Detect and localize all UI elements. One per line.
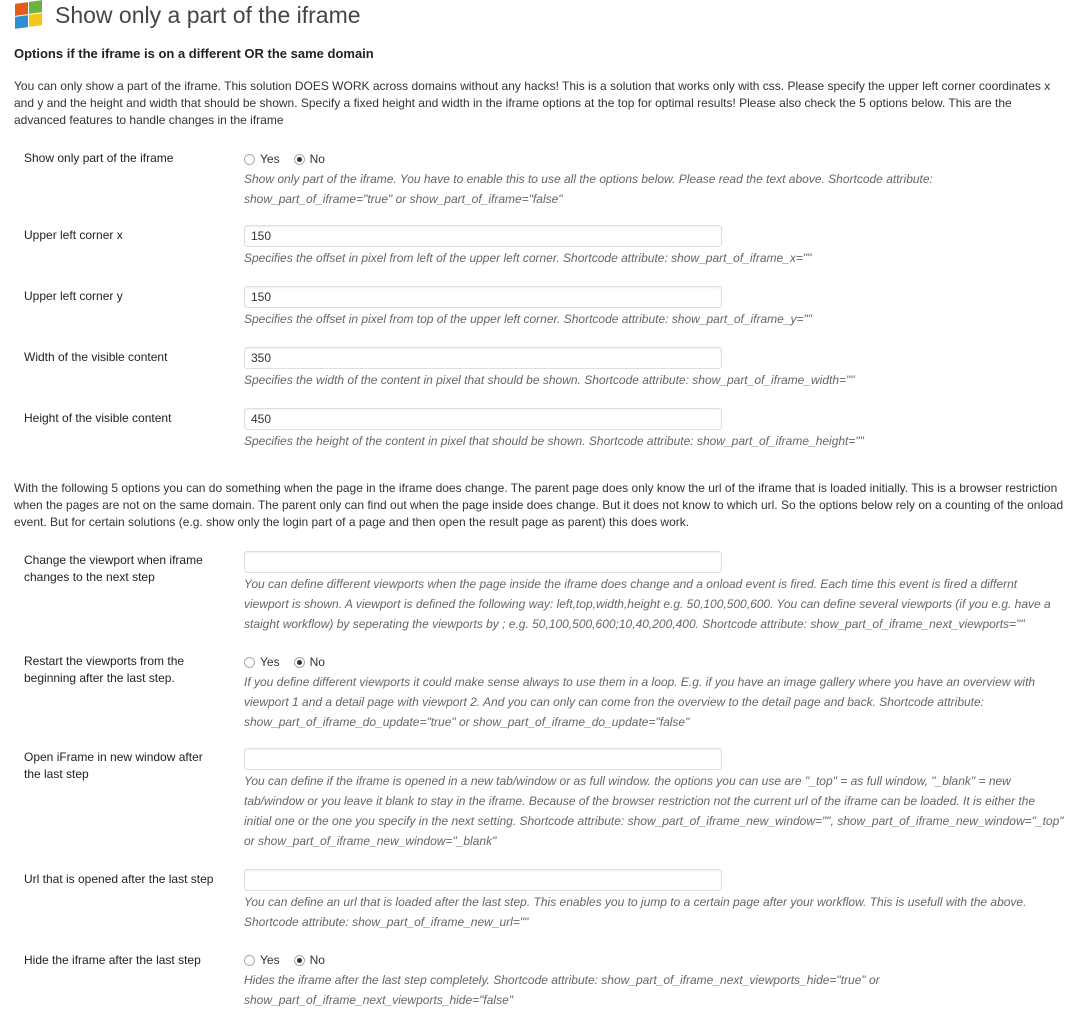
new-url-input[interactable] xyxy=(244,869,722,891)
option-description: Specifies the offset in pixel from left of the upper left corner. Shortcode attribute: show_part_of_iframe_x="" xyxy=(244,251,812,265)
show-part-yes-radio[interactable] xyxy=(244,152,280,166)
restart-yes-radio[interactable] xyxy=(244,655,280,669)
upper-left-x-input[interactable] xyxy=(244,225,722,247)
option-label: Upper left corner x xyxy=(24,228,123,242)
radio-label: Yes xyxy=(260,655,280,669)
option-description: Specifies the width of the content in pixel that should be shown. Shortcode attribute: show_part_of_iframe_width="" xyxy=(244,373,855,387)
radio-unchecked-icon xyxy=(244,154,255,165)
hide-no-radio[interactable] xyxy=(294,953,325,967)
option-description: Specifies the height of the content in pixel that should be shown. Shortcode attribute: show_part_of_iframe_height="" xyxy=(244,434,864,448)
section-title: Options if the iframe is on a different OR the same domain xyxy=(14,46,374,61)
radio-label: No xyxy=(309,953,325,967)
option-description: You can define an url that is loaded after the last step. This enables you to jump to a certain page after your workflow. This is usefull with the above. Shortcode attribute: show_part_of_iframe_new_url="" xyxy=(244,895,1027,929)
restart-radio-group xyxy=(244,654,1064,670)
option-label: Upper left corner y xyxy=(24,289,123,303)
radio-label: Yes xyxy=(260,152,280,166)
plugin-logo-icon xyxy=(13,1,45,29)
page-header xyxy=(13,0,361,30)
option-description: You can define if the iframe is opened in a new tab/window or as full window. the options you can use are "_top" = as full window, "_blank" = new tab/window or you leave it blank to stay in the iframe. Because of the browser restriction not the current url of the iframe can be loaded. It is either the initial one or the one you specify in the next setting. Shortcode attribute: show_part_of_iframe_new_window="", show_part_of_iframe_new_window="_top" or show_part_of_iframe_new_window="_blank" xyxy=(244,774,1064,848)
radio-unchecked-icon xyxy=(244,657,255,668)
option-label: Url that is opened after the last step xyxy=(24,872,214,886)
option-description: Show only part of the iframe. You have to enable this to use all the options below. Please read the text above. Shortcode attribute: show_part_of_iframe="true" or show_part_of_iframe="false" xyxy=(244,172,933,206)
radio-label: No xyxy=(309,655,325,669)
page-title: Show only a part of the iframe xyxy=(55,1,361,28)
option-label: Open iFrame in new window after the last step xyxy=(24,750,203,781)
show-part-no-radio[interactable] xyxy=(294,152,325,166)
next-viewports-input[interactable] xyxy=(244,551,722,573)
middle-text: With the following 5 options you can do something when the page in the iframe does change. The parent page does only know the url of the iframe that is loaded initially. This is a browser restriction when the pages are not on the same domain. The parent only can find out when the page inside does change. But it does not know to which url. So the options below rely on a counting of the onload event. But for certain solutions (e.g. show only the login part of a page and then open the result page as parent) this does work. xyxy=(14,481,1064,529)
option-label: Width of the visible content xyxy=(24,350,168,364)
visible-width-input[interactable] xyxy=(244,347,722,369)
option-description: Specifies the offset in pixel from top of the upper left corner. Shortcode attribute: show_part_of_iframe_y="" xyxy=(244,312,813,326)
radio-label: Yes xyxy=(260,953,280,967)
option-label: Show only part of the iframe xyxy=(24,151,174,165)
radio-checked-icon xyxy=(294,657,305,668)
option-description: Hides the iframe after the last step completely. Shortcode attribute: show_part_of_iframe_next_viewports_hide="true" or show_part_of_iframe_next_viewports_hide="false" xyxy=(244,973,880,1007)
option-description: If you define different viewports it could make sense always to use them in a loop. E.g. if you have an image gallery where you have an overview with viewport 1 and a detail page with viewport 2. And you can only can come fron the overview to the detail page and back. Shortcode attribute: show_part_of_iframe_do_update="true" or show_part_of_iframe_do_update="false" xyxy=(244,675,1036,729)
hide-radio-group xyxy=(244,952,1064,968)
option-label: Height of the visible content xyxy=(24,411,172,425)
upper-left-y-input[interactable] xyxy=(244,286,722,308)
visible-height-input[interactable] xyxy=(244,408,722,430)
radio-label: No xyxy=(309,152,325,166)
option-description: You can define different viewports when the page inside the iframe does change and a onload event is fired. Each time this event is fired a differnt viewport is shown. A viewport is defined the following way: left,top,width,height e.g. 50,100,500,600. You can define several viewports (if you e.g. have a staight workflow) by seperating the viewports by ; e.g. 50,100,500,600;10,40,200,400. Shortcode attribute: show_part_of_iframe_next_viewports="" xyxy=(244,577,1051,631)
radio-unchecked-icon xyxy=(244,955,255,966)
intro-text: You can only show a part of the iframe. This solution DOES WORK across domains without any hacks! This is a solution that works only with css. Please specify the upper left corner coordinates x and y and the height and width that should be shown. Specify a fixed height and width in the iframe options at the top for optimal results! Please also check the 5 options below. This are the advanced features to handle changes in the iframe xyxy=(14,79,1051,127)
show-part-radio-group xyxy=(244,151,1064,167)
radio-checked-icon xyxy=(294,955,305,966)
new-window-input[interactable] xyxy=(244,748,722,770)
hide-yes-radio[interactable] xyxy=(244,953,280,967)
option-label: Restart the viewports from the beginning after the last step. xyxy=(24,654,185,685)
radio-checked-icon xyxy=(294,154,305,165)
option-label: Change the viewport when iframe changes to the next step xyxy=(24,553,203,584)
option-label: Hide the iframe after the last step xyxy=(24,953,201,967)
restart-no-radio[interactable] xyxy=(294,655,325,669)
